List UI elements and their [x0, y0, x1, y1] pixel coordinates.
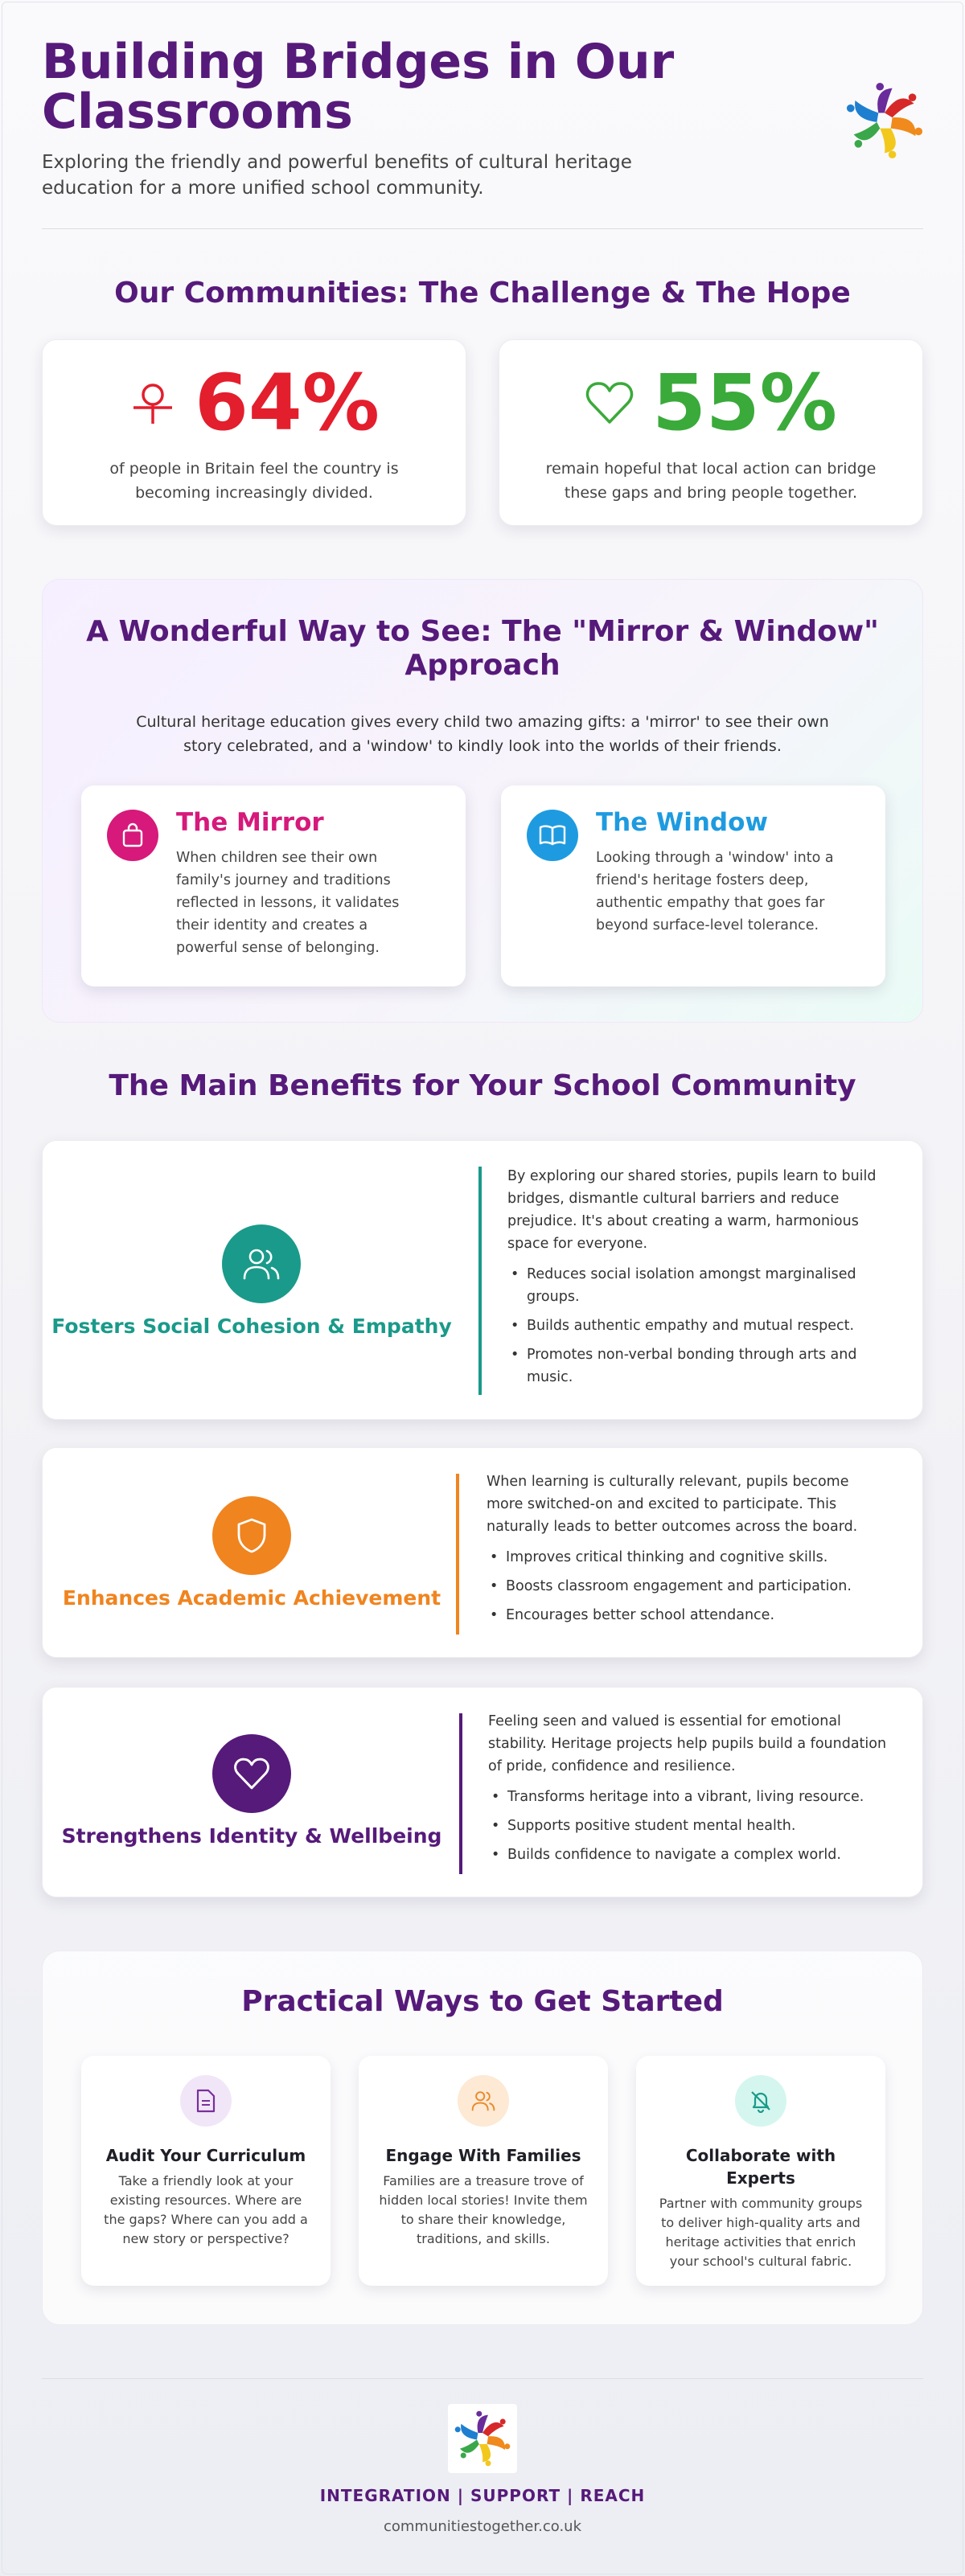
accent-bar [459, 1713, 462, 1874]
bag-icon [107, 810, 158, 861]
window-text: Looking through a 'window' into a friend's heritage fosters deep, authentic empathy that goes far beyond surface-level tolerance. [596, 850, 834, 933]
people-icon [222, 1224, 301, 1303]
list-item: • Encourages better school attendance. [487, 1604, 889, 1626]
practical-title: Collaborate with Experts [685, 2146, 836, 2188]
benefit-text: Feeling seen and valued is essential for emotional stability. Heritage projects help pupils build a foundation of pride, confidence and resilience. [488, 1713, 887, 1774]
benefit-card-wellbeing [42, 1687, 923, 1897]
mirror-window-heading: A Wonderful Way to See: The "Mirror & Window" Approach [86, 615, 879, 682]
list-item: • Transforms heritage into a vibrant, living resource. [488, 1786, 890, 1808]
practical-card-experts [636, 2056, 885, 2286]
benefit-title: Strengthens Identity & Wellbeing [61, 1824, 442, 1848]
footer-logo [448, 2404, 517, 2473]
benefit-body [488, 1710, 890, 1873]
mirror-card [81, 786, 466, 987]
footer-tagline: INTEGRATION | SUPPORT | REACH [319, 2486, 646, 2505]
list-item: • Promotes non-verbal bonding through arts and music. [507, 1343, 893, 1388]
benefit-body [487, 1471, 889, 1633]
list-item: • Boosts classroom engagement and participation. [487, 1575, 889, 1598]
practical-card-families [359, 2056, 608, 2286]
mirror-window-section [42, 579, 923, 1023]
heart-icon [585, 380, 634, 425]
practical-section [42, 1950, 923, 2325]
accent-bar [478, 1167, 482, 1395]
page-title: Building Bridges in Our Classrooms [42, 34, 675, 140]
bell-off-icon [735, 2075, 786, 2127]
practical-text: Partner with community groups to deliver high-quality arts and heritage activities that enrich your school's cultural fabric. [659, 2196, 863, 2269]
benefit-bullets [507, 1263, 893, 1388]
community-logo-icon [454, 2410, 511, 2467]
benefit-text: By exploring our shared stories, pupils learn to build bridges, dismantle cultural barriers and reduce prejudice. It's about creating a warm, harmonious space for everyone. [507, 1168, 877, 1252]
heart-icon [212, 1734, 291, 1813]
community-logo-icon [846, 82, 923, 159]
shield-icon [212, 1496, 291, 1575]
divider [42, 2378, 923, 2379]
stat-caption: remain hopeful that local action can bridge these gaps and bring people together. [545, 460, 877, 502]
accent-bar [456, 1474, 459, 1635]
mirror-text: When children see their own family's journey and traditions reflected in lessons, it validates their identity and creates a powerful sense of belonging. [176, 850, 400, 956]
stat-card-hopeful [499, 339, 923, 526]
stat-card-divided [42, 339, 466, 526]
window-title: The Window [596, 808, 769, 837]
stat-value: 64% [195, 358, 380, 448]
page-subtitle: Exploring the friendly and powerful benefits of cultural heritage education for a more unified school community. [42, 152, 632, 199]
benefit-text: When learning is culturally relevant, pupils become more switched-on and excited to participate. This naturally leads to better outcomes across the board. [487, 1474, 858, 1535]
benefits-heading: The Main Benefits for Your School Community [109, 1069, 856, 1102]
benefit-card-academic [42, 1447, 923, 1658]
list-item: • Builds confidence to navigate a complex world. [488, 1844, 890, 1866]
practical-card-audit [81, 2056, 331, 2286]
practical-heading: Practical Ways to Get Started [241, 1985, 724, 2018]
header [42, 34, 923, 230]
list-item: • Improves critical thinking and cognitive skills. [487, 1546, 889, 1569]
mirror-title: The Mirror [176, 808, 324, 837]
people-icon [458, 2075, 509, 2127]
list-item: • Builds authentic empathy and mutual respect. [507, 1315, 893, 1337]
document-icon [180, 2075, 232, 2127]
practical-title: Audit Your Curriculum [105, 2146, 306, 2165]
divided-icon [129, 379, 177, 427]
mirror-window-intro: Cultural heritage education gives every child two amazing gifts: a 'mirror' to see their own story celebrated, and a 'window' to kindly look into the worlds of their friends. [136, 713, 829, 755]
benefit-bullets [488, 1786, 890, 1866]
divider [42, 228, 923, 229]
practical-title: Engage With Families [385, 2146, 581, 2165]
practical-text: Take a friendly look at your existing resources. Where are the gaps? Where can you add a new story or perspective? [104, 2173, 308, 2246]
list-item: • Reduces social isolation amongst marginalised groups. [507, 1263, 893, 1308]
benefit-bullets [487, 1546, 889, 1626]
challenge-heading: Our Communities: The Challenge & The Hope [114, 277, 851, 310]
book-icon [527, 810, 578, 861]
benefit-body [507, 1165, 893, 1395]
list-item: • Supports positive student mental health. [488, 1815, 890, 1837]
benefit-card-cohesion [42, 1140, 923, 1420]
stat-value: 55% [652, 358, 837, 448]
benefit-title: Fosters Social Cohesion & Empathy [51, 1315, 452, 1338]
benefit-title: Enhances Academic Achievement [62, 1586, 441, 1610]
stat-caption: of people in Britain feel the country is becoming increasingly divided. [109, 460, 399, 502]
window-card [501, 786, 885, 987]
footer-url[interactable]: communitiestogether.co.uk [383, 2518, 582, 2535]
practical-text: Families are a treasure trove of hidden local stories! Invite them to share their knowledge, traditions, and skills. [379, 2173, 588, 2246]
